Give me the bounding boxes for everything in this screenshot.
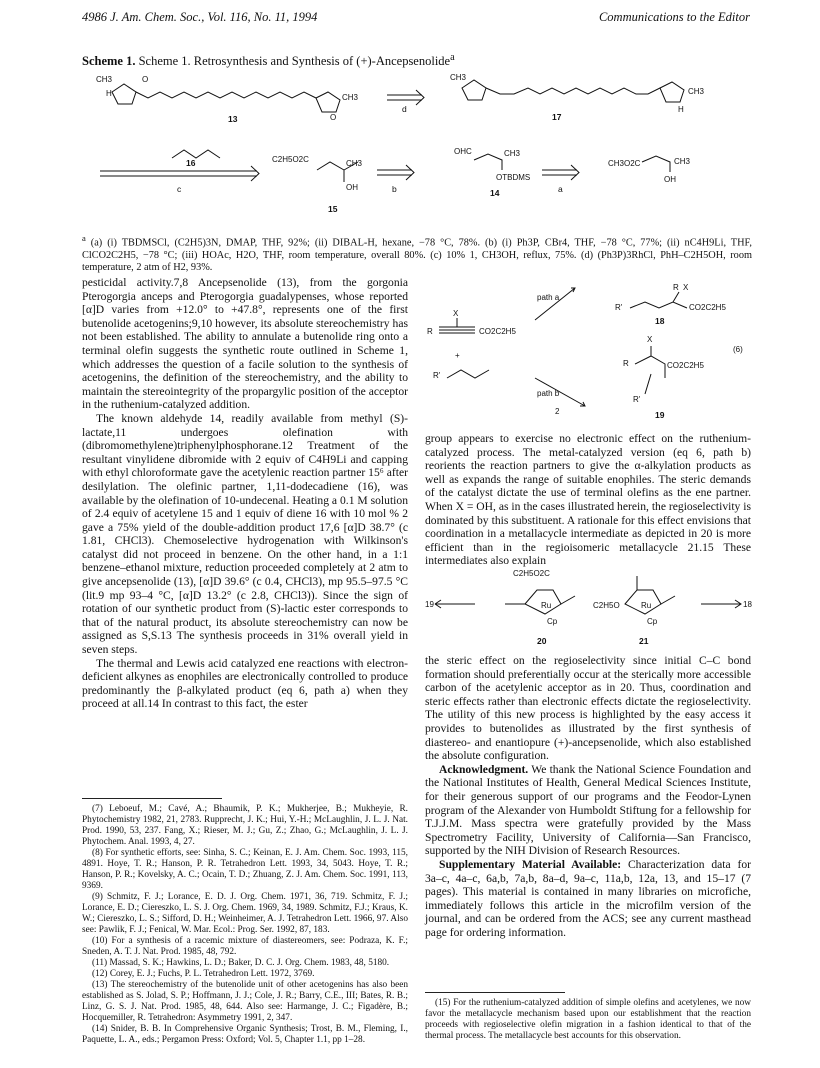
ref-12: (12) Corey, E. J.; Fuchs, P. L. Tetrahedron Lett. 1972, 3769.	[92, 969, 315, 979]
compound-21-number: 21	[639, 636, 649, 646]
scheme-title-text: Scheme 1. Retrosynthesis and Synthesis of (+)-Ancepsenolide	[138, 54, 451, 69]
footnote-15-rule	[425, 992, 565, 993]
footnote-15	[425, 992, 751, 1042]
paragraph-1: pesticidal activity.7,8 Ancepsenolide (13), from the gorgonia Pterogorgia anceps and Pterogorgia guadalypenses, whose reported [α]D varies from +12.0° to +47.8°, represents one of the first butenolide acetogenins;9,10 however, its absolute stereochemistry has not been established. The ability to annulate a butenolide ring onto a terminal olefin suggests the synthetic route outlined in Scheme 1, which addresses the question of a facile solution to the synthesis of acetogenins, the definition of the stereochemistry, and the ability to maintain the stereointegrity of the propargylic position of the acceptor in the ruthenium-catalyzed addition.	[82, 276, 408, 412]
scheme-1-figure	[82, 70, 752, 230]
path-a-label: path a	[537, 293, 560, 302]
scheme-label: Scheme 1.	[82, 54, 136, 69]
butenolide-ring-17-left	[462, 80, 486, 100]
label-otbdms-14: OTBDMS	[496, 173, 531, 182]
paragraph-3: The thermal and Lewis acid catalyzed ene reactions with electron-deficient alkynes as enophiles are electronically controlled to produce predominantly the β-alkylated product (eq 6, path a) when they proceed at all.14 In contrast to this fact, the ester	[82, 656, 408, 711]
eq6-x-label: X	[453, 309, 459, 318]
eq21-ester-label: C2H5O	[593, 601, 620, 610]
scheme-footnote	[82, 232, 752, 275]
eq6-18-r: R	[673, 283, 679, 292]
product-18-skeleton	[630, 292, 687, 308]
label-ester-15: C2H5O2C	[272, 155, 309, 164]
butenolide-ring-left	[112, 84, 136, 104]
label-oh-15: OH	[346, 183, 358, 192]
label-ch3-17: CH3	[450, 73, 467, 82]
retro-arrow-c	[100, 166, 259, 181]
substituents-20	[505, 596, 575, 604]
retro-arrow-a	[542, 165, 579, 180]
retro-arrow-d	[387, 90, 424, 105]
eq6-19-rprime: R'	[633, 395, 641, 404]
ref-11: (11) Massad, S. K.; Hawkins, L. D.; Baker, D. C. J. Org. Chem. 1983, 48, 5180.	[92, 958, 390, 968]
eq6-r-label: R	[427, 327, 433, 336]
paragraph-right-1: group appears to exercise no electronic effect on the ruthenium-catalyzed process. The metal-catalyzed version (eq 6, path b) reorients the reaction partners to give the α-alkylation products as well as expands the range of suitable enophiles. The steric demands of the catalyst dictate the use of terminal olefins as the ene partner. When X = OH, as in the cases illustrated herein, the regioselectivity is dominated by this substituent. A rationale for this effect envisions that coordination in a metallacycle intermediate as depicted in 20 is more efficient than in the regioisomeric metallacycle 21.15 These intermediates also explain	[425, 432, 751, 568]
paragraph-right-2: the steric effect on the regioselectivity since initial C–C bond formation should preferentially occur at the sterically more accessible carbon of the acetylenic acceptor as in 20. Thus, coordination and steric effects rather than electronic effects dictate the regioselectivity. The utility of this new process is highlighted by the easy access it provides to butenolides as illustrated by the first synthesis of diastereo- and enantiopure (+)-ancepsenolide, which also established the absolute configuration.	[425, 654, 751, 763]
label-oh-lactate: OH	[664, 175, 676, 184]
scheme-footnote-text: (a) (i) TBDMSCl, (C2H5)3N, DMAP, THF, 92%; (ii) DIBAL-H, hexane, −78 °C, 78%. (b) (i) Ph3P, CBr4, THF, −78 °C, 77%; (ii) nC4H9Li, THF, ClCO2C2H5, −78 °C; (iii) HOAc, H2O, THF, room temperature, overall 80%. (c) 10% 1, CH3OH, reflux, 75%. (d) (Ph3P)3RhCl, PhH–C2H5OH, room temperature, 2 atm of H2, 93%.	[82, 237, 753, 274]
label-ch3-13b: CH3	[342, 93, 359, 102]
right-column-top	[425, 432, 751, 568]
acknowledgment	[425, 763, 751, 858]
supplementary-material	[425, 858, 751, 940]
scheme-footnote-mark: a	[450, 52, 455, 63]
eq6-ester-label: CO2C2H5	[479, 327, 516, 336]
journal-citation: 4986 J. Am. Chem. Soc., Vol. 116, No. 11, 1994	[82, 10, 318, 24]
butenolide-ring-17-right	[660, 82, 684, 102]
ref-8: (8) For synthetic efforts, see: Sinha, S. C.; Keinan, E. J. Am. Chem. Soc. 1993, 115, 4891. Hoye, T. R.; Hanson, P. R. Tetrahedron Lett. 1993, 34, 5043. Hoye, T. R.; Hanson, P. R.; Kovelsky, A. C.; Ocain, T. D.; Zhuang, Z. J. Am. Chem. Soc. 1991, 113, 9369.	[82, 848, 408, 891]
path-b-catalyst: 2	[555, 407, 560, 416]
olefin-partner	[447, 370, 489, 378]
eq20-ester-label: C2H5O2C	[513, 569, 550, 578]
compound-16-number: 16	[186, 158, 196, 168]
lactate-ester	[642, 156, 670, 172]
butenolide-ring-right	[316, 92, 340, 112]
product-19-skeleton	[635, 346, 665, 394]
eq20-cp-label: Cp	[547, 617, 558, 626]
eq6-18-ester: CO2C2H5	[689, 303, 726, 312]
equation-6-figure	[425, 278, 751, 428]
references-rule	[82, 798, 222, 799]
label-ester-lactate: CH3O2C	[608, 159, 641, 168]
retro-arrow-b	[377, 165, 414, 180]
label-o-13: O	[142, 75, 149, 84]
ref-9: (9) Schmitz, F. J.; Lorance, E. D. J. Org. Chem. 1971, 36, 719. Schmitz, F. J.; Lorance, E. D.; Ciereszko, L. S. J. Org. Chem. 1969, 34, 1989. Schmitz, F.J.; Kraus, K. W.; Ciereszko, L. S.; Sifford, D. H.; Weinheimer, A. J. Tetrahedron Lett. 1966, 97. Also see: Pawlik, F. J.; Fenical, W. Mar. Ecol.: Prog. Ser. 1992, 87, 183.	[82, 892, 408, 935]
compound-18-number: 18	[655, 316, 665, 326]
arrow-label-c: c	[177, 184, 182, 194]
supplementary-heading: Supplementary Material Available:	[439, 857, 622, 871]
ref-13: (13) The stereochemistry of the butenolide unit of other acetogenins has also been established as S. Jolad, S. P.; Hoffmann, J. J.; Cole, J. R.; Barry, C.E., III; Bates, R. B.; Linz, G. S. J. Nat. Prod. 1985, 48, 644. Also see: Harmange, J. C.; Figadère, B.; Hocquemiller, R. Tetrahedron: Asymmetry 1991, 2, 347.	[82, 980, 408, 1023]
eq6-18-x: X	[683, 283, 689, 292]
eq6-18-rprime: R'	[615, 303, 623, 312]
compound-14-number: 14	[490, 188, 500, 198]
compound-20-number: 20	[537, 636, 547, 646]
path-b-label: path b	[537, 389, 560, 398]
running-header	[82, 10, 750, 26]
eq21-ru-label: Ru	[641, 601, 652, 610]
scheme-footnote-sup: a	[82, 233, 86, 243]
arrow-label-a: a	[558, 184, 563, 194]
footnote-15-text: (15) For the ruthenium-catalyzed addition of simple olefins and acetylenes, we now favor the metallacycle mechanism based upon our establishment that the reaction proceeds with regioselective olefin migration in a fashion identical to that of the thermal process. The metallacycle best accounts for this observation.	[425, 998, 751, 1041]
diene-16	[172, 150, 220, 158]
eq20-left-label: 19	[425, 600, 434, 609]
eq20-ru-label: Ru	[541, 601, 552, 610]
right-column-bottom	[425, 654, 751, 939]
compound-19-number: 19	[655, 410, 665, 420]
arrow-to-18	[701, 600, 741, 608]
label-ch3-15: CH3	[346, 159, 363, 168]
compound-17-number: 17	[552, 112, 562, 122]
label-h-17: H	[678, 105, 684, 114]
eq6-19-x: X	[647, 335, 653, 344]
eq20-right-label: 18	[743, 600, 752, 609]
metallacycle-figure	[425, 556, 751, 652]
label-ch3-17b: CH3	[688, 87, 705, 96]
supplementary-text: Characterization data for 3a–c, 4a–c, 6a,b, 7a,b, 8a–d, 9a–c, 11a,b, 12a, 13, and 15–17 (7 pages). This material is contained in many libraries on microfiche, immediately follows this article in the microfilm version of the journal, and can be ordered from the ACS; see any current masthead page for ordering information.	[425, 857, 751, 939]
label-o-13b: O	[330, 113, 337, 122]
arrow-label-b: b	[392, 184, 397, 194]
eq6-plus: +	[455, 351, 460, 360]
left-column	[82, 276, 408, 711]
label-ch3-13: CH3	[96, 75, 113, 84]
compound-15-number: 15	[328, 204, 338, 214]
scheme-title	[82, 52, 762, 69]
equation-number: (6)	[733, 345, 743, 354]
arrow-to-19	[435, 600, 475, 608]
arrow-label-d: d	[402, 104, 407, 114]
label-ch3-14: CH3	[504, 149, 521, 158]
eq21-cp-label: Cp	[647, 617, 658, 626]
eq6-19-ester: CO2C2H5	[667, 361, 704, 370]
label-ch3-lactate: CH3	[674, 157, 691, 166]
alkyne-triple-bond	[439, 327, 475, 333]
paragraph-2: The known aldehyde 14, readily available from methyl (S)-lactate,11 undergoes olefination with (dibromomethylene)triphenylphosphorane.12 Treatment of the resultant vinylidene dibromide with 2 equiv of C4H9Li and capping with ethyl chloroformate gave the acetylenic reaction partner 15⁶ after desilylation. The olefinic partner, 1,11-dodecadiene (16), was available by the olefination of 10-undecenal. Heating a 0.1 M solution of 2.4 equiv of acetylene 15 and 1 equiv of diene 16 with 10 mol % 2 gave a 75% yield of the double-addition product 17,6 [α]D 38.7° (c 1.81, CHCl3). Chemoselective hydrogenation with Wilkinson's catalyst did not proceed in benzene. On the other hand, in a 1:1 benzene–ethanol mixture, reduction proceeded completely at 2 atm to give ancepsenolide (13), [α]D 39.6° (c 0.4, CHCl3), mp 95.5–97.5 °C (lit.9 mp 93–4 °C, [α]D 13.2° (c 2.8, CHCl3)). Since the sign of rotation of our synthetic product from (S)-lactic ester corresponds to that of the natural product, its absolute stereochemistry can now be assigned as S,S.13 The synthesis proceeds in 31% overall yield in seven steps.	[82, 411, 408, 657]
label-ohc-14: OHC	[454, 147, 472, 156]
ref-10: (10) For a synthesis of a racemic mixture of diastereomers, see: Podraza, K. F.; Sneden, A. T. J. Nat. Prod. 1985, 48, 792.	[82, 936, 408, 957]
compound-13-number: 13	[228, 114, 238, 124]
eq6-rprime-label: R'	[433, 371, 441, 380]
aldehyde-14	[474, 154, 502, 170]
acknowledgment-text: We thank the National Science Foundation and the National Institutes of Health, General Medical Sciences Institute, for their generous support of our programs and the Feodor-Lynen program of the Alexander von Humboldt Stiftung for a fellowship for T.J.J.M. Mass spectra were gratefully provided by the Mass Spectrometry Facility, University of California—San Francisco, supported by the NIH Division of Research Resources.	[425, 762, 751, 858]
ref-14: (14) Snider, B. B. In Comprehensive Organic Synthesis; Trost, B. M., Fleming, I., Paquette, L. A., eds.; Pergamon Press: Oxford; Vol. 5, Chapter 1.1, pp 1–28.	[82, 1024, 408, 1045]
label-h-13: H	[106, 89, 112, 98]
references	[82, 798, 408, 1046]
ref-7: (7) Leboeuf, M.; Cavé, A.; Bhaumik, P. K.; Mukherjee, B.; Mukheyie, R. Phytochemistry 1982, 21, 2783. Rupprecht, J. K.; Hui, Y.-H.; McLaughlin, J. L. J. Nat. Prod. 1990, 53, 237. Fang, X.; Rieser, M. J.; Gu, Z.; Zhao, G.; McLaughlin, J. L. J. Phytochem. Anal. 1993, 4, 27.	[82, 804, 408, 847]
acknowledgment-heading: Acknowledgment.	[439, 762, 529, 776]
section-title: Communications to the Editor	[598, 10, 750, 24]
chain-17	[486, 88, 660, 94]
eq6-19-r: R	[623, 359, 629, 368]
alkyl-chain-13	[136, 92, 316, 98]
